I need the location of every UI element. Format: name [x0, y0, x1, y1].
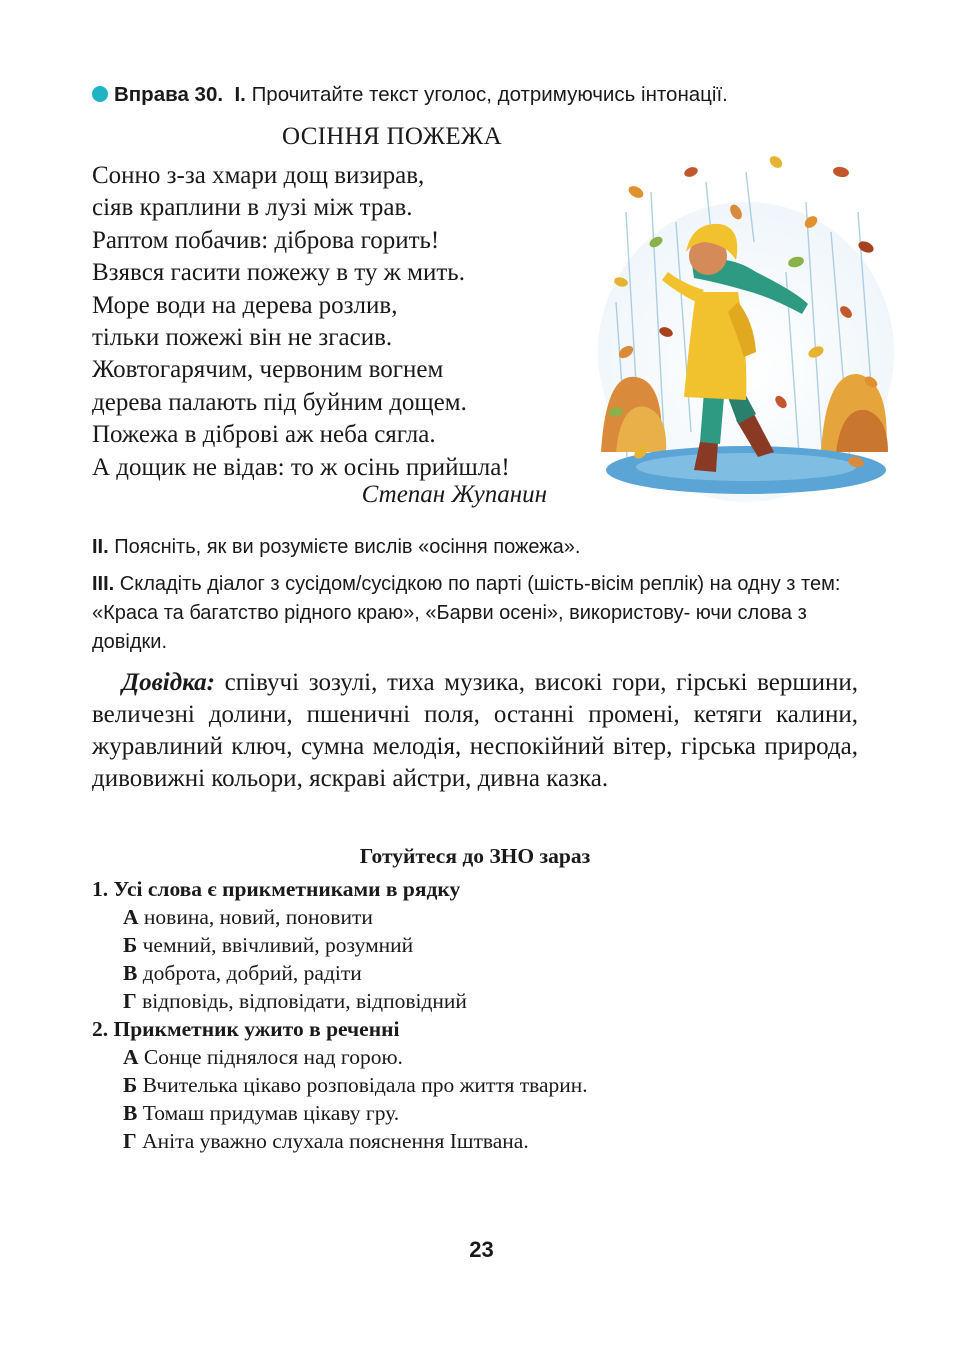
option-text: Сонце піднялося над горою. — [143, 1045, 403, 1069]
zno-questions — [92, 875, 872, 1155]
dovidka-paragraph — [92, 667, 858, 795]
answer-option — [92, 959, 872, 987]
zno-title: Готуйтеся до ЗНО зараз — [359, 844, 591, 868]
answer-option — [92, 903, 872, 931]
puddle-highlight — [636, 453, 856, 481]
poem-line: сіяв краплини в лузі між трав. — [92, 194, 413, 222]
task-2-text: Поясніть, як ви розумієте вислів «осіння пожежа». — [114, 536, 581, 558]
answer-option — [92, 1071, 872, 1099]
option-text: Аніта уважно слухала пояснення Іштвана. — [142, 1129, 529, 1153]
exercise-header — [92, 82, 892, 108]
poem-title: ОСІННЯ ПОЖЕЖА — [282, 123, 502, 150]
exercise-label: Вправа 30. — [114, 83, 224, 106]
poem-line: Море води на дерева розлив, — [92, 291, 398, 319]
option-letter: Б — [123, 933, 138, 957]
question: 2. Прикметник ужито в реченні — [92, 1017, 400, 1041]
option-text: відповідь, відповідати, відповідний — [142, 989, 467, 1013]
exercise-part: I. — [234, 83, 246, 106]
poem-line: Пожежа в діброві аж неба сягла. — [92, 421, 436, 449]
answer-option — [92, 931, 872, 959]
task-3 — [92, 570, 860, 657]
option-letter: Г — [123, 1129, 137, 1153]
option-letter: А — [123, 1045, 139, 1069]
poem-line: Раптом побачив: діброва горить! — [92, 226, 440, 254]
task-3-number: III. — [92, 573, 115, 595]
answer-option — [92, 987, 872, 1015]
option-text: Вчителька цікаво розповідала про життя тварин. — [142, 1073, 588, 1097]
option-text: доброта, добрий, радіти — [142, 961, 362, 985]
poem-line: Взявся гасити пожежу в ту ж мить. — [92, 259, 465, 287]
answer-option — [92, 1099, 872, 1127]
option-letter: Б — [123, 1073, 138, 1097]
task-2 — [92, 534, 872, 560]
poem-line: Жовтогарячим, червоним вогнем — [92, 356, 444, 384]
option-letter: А — [123, 905, 139, 929]
bullet-dot-icon — [92, 86, 108, 102]
dovidka-text: співучі зозулі, тиха музика, високі гори, гірські вершини, величезні долини, пшеничні поля, останні промені, кетяги калини, журавлиний ключ, сумна мелодія, неспокійний вітер, гірська природа, дивовижні кольори, яскраві айстри, дивна казка. — [92, 669, 858, 792]
option-letter: В — [123, 1101, 138, 1125]
left-leg — [700, 392, 724, 444]
answer-option — [92, 1127, 872, 1155]
poem-line: дерева палають під буйним дощем. — [92, 388, 467, 416]
poem-line: А дощик не відав: то ж осінь прийшла! — [92, 453, 510, 481]
answer-option — [92, 1043, 872, 1071]
option-text: Томаш придумав цікаву гру. — [142, 1101, 400, 1125]
question: 1. Усі слова є прикметниками в рядку — [92, 877, 461, 901]
task-3-text: Складіть діалог з сусідом/сусідкою по парті (шість-вісім реплік) на одну з тем: «Краса та багатство рідного краю», «Барви осені», використову- ючи слова з довідки. — [92, 573, 841, 653]
autumn-rain-illustration — [596, 152, 896, 502]
poem — [92, 160, 562, 484]
task-2-number: II. — [92, 536, 109, 558]
option-text: новина, новий, поновити — [143, 905, 373, 929]
option-text: чемний, ввічливий, розумний — [142, 933, 414, 957]
dovidka-label: Довідка: — [122, 669, 215, 696]
poem-line: Сонно з-за хмари дощ визирав, — [92, 162, 425, 189]
poem-author: Степан Жупанин — [361, 481, 547, 508]
exercise-instruction: Прочитайте текст уголос, дотримуючись інтонації. — [251, 83, 728, 106]
option-letter: В — [123, 961, 138, 985]
page-number: 23 — [469, 1237, 494, 1262]
poem-line: тільки пожежі він не згасив. — [92, 324, 393, 352]
option-letter: Г — [123, 989, 137, 1013]
